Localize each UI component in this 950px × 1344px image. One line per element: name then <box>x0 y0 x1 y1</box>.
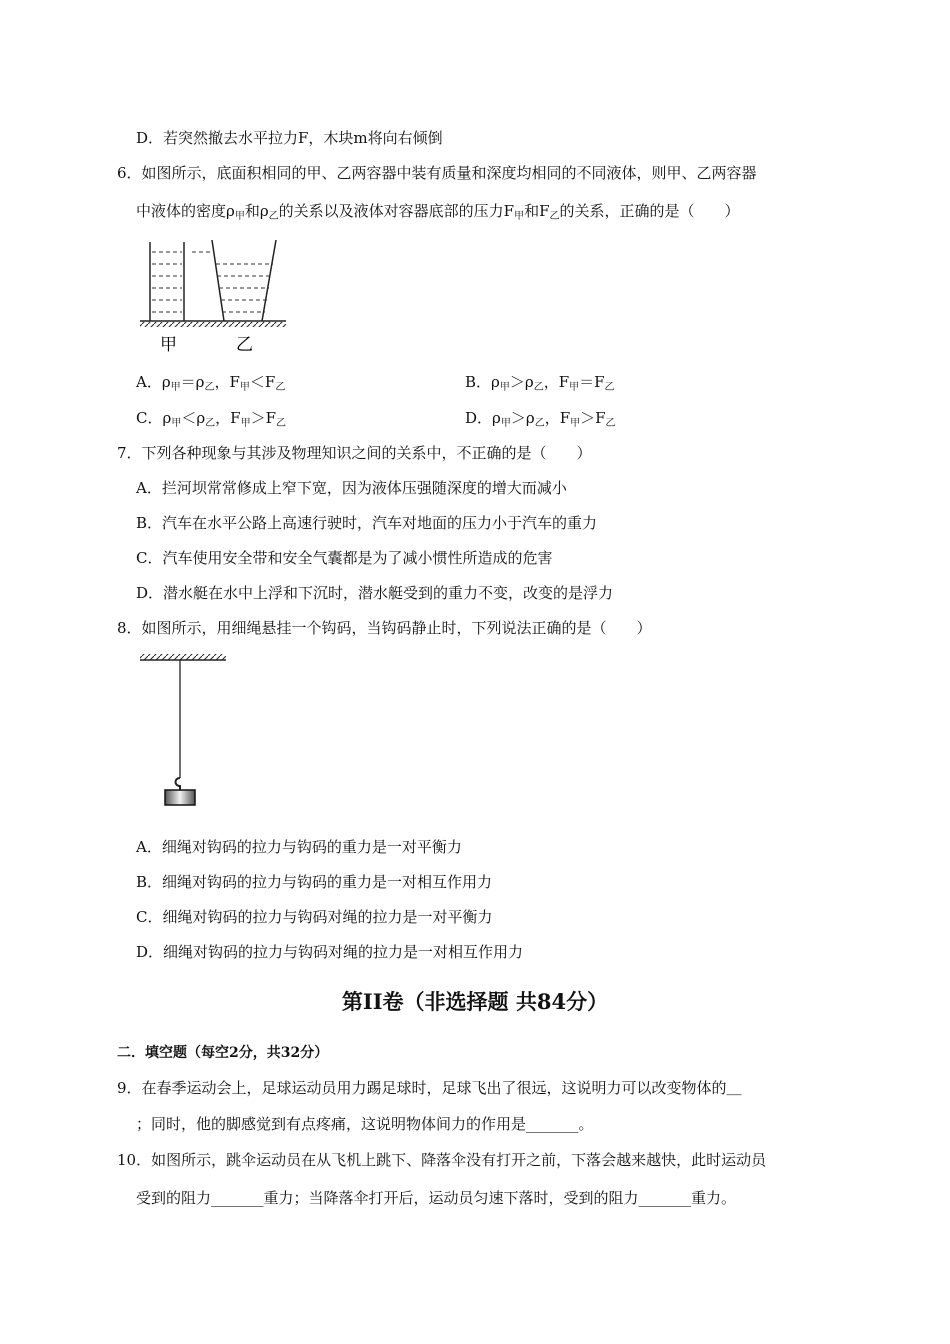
opt-text: ＞F <box>580 409 606 427</box>
ceiling-hatch <box>140 654 226 660</box>
hook-icon <box>176 778 181 790</box>
q8-hanging-weight-figure <box>136 650 236 810</box>
q6-stem-sub: 甲 <box>234 211 245 222</box>
opt-sub: 乙 <box>533 382 544 393</box>
opt-text: ，F <box>543 373 570 391</box>
q8-option-a: A．细绳对钩码的拉力与钩码的重力是一对平衡力 <box>136 838 462 856</box>
q6-containers-figure <box>136 234 296 358</box>
option-letter: C． <box>136 409 163 427</box>
ground-hatch <box>140 322 286 327</box>
section2-title: 第II卷（非选择题 共84分） <box>341 989 609 1014</box>
q6-stem-line1: 6．如图所示，底面积相同的甲、乙两容器中装有质量和深度均相同的不同液体，则甲、乙两容器 <box>117 164 757 182</box>
option-letter: B． <box>465 373 492 391</box>
opt-text: ＜F <box>249 373 276 391</box>
container-yi <box>212 240 276 321</box>
q6-stem-text: 中液体的密度ρ <box>136 202 235 220</box>
opt-sub: 甲 <box>570 418 581 429</box>
q7-option-d: D．潜水艇在水中上浮和下沉时，潜水艇受到的重力不变，改变的是浮力 <box>136 584 614 602</box>
opt-text: ρ <box>491 373 500 391</box>
opt-text: ，F <box>544 409 571 427</box>
opt-text: ＞F <box>250 409 276 427</box>
opt-sub: 甲 <box>499 382 510 393</box>
opt-text: ＝ρ <box>180 373 205 391</box>
label-yi: 乙 <box>236 335 253 355</box>
part2-heading: 二．填空题（每空2分，共32分） <box>117 1045 329 1061</box>
opt-text: ，F <box>215 409 241 427</box>
option-letter: A． <box>136 373 162 391</box>
opt-sub: 乙 <box>205 418 216 429</box>
opt-sub: 甲 <box>569 382 580 393</box>
opt-sub: 甲 <box>239 382 250 393</box>
q6-stem-sub: 乙 <box>268 211 279 222</box>
q7-option-b: B．汽车在水平公路上高速行驶时，汽车对地面的压力小于汽车的重力 <box>136 514 598 532</box>
q6-stem-line2 <box>136 201 740 224</box>
q8-option-d: D．细绳对钩码的拉力与钩码对绳的拉力是一对相互作用力 <box>136 943 524 961</box>
q10-line1: 10．如图所示，跳伞运动员在从飞机上跳下、降落伞没有打开之前，下落会越来越快，此时运动员 <box>117 1151 767 1169</box>
q6-option-a <box>136 372 285 395</box>
q6-stem-text: 的关系以及液体对容器底部的压力F <box>278 202 515 220</box>
q9-line2: ；同时，他的脚感觉到有点疼痛，这说明物体间力的作用是_______。 <box>136 1115 594 1133</box>
opt-sub: 甲 <box>240 418 251 429</box>
q7-option-c: C．汽车使用安全带和安全气囊都是为了减小惯性所造成的危害 <box>136 549 553 567</box>
opt-text: ＜ρ <box>181 409 206 427</box>
q10-line2: 受到的阻力_______重力；当降落伞打开后，运动员匀速下落时，受到的阻力_______重力。 <box>136 1189 737 1207</box>
opt-text: ＞ρ <box>509 373 534 391</box>
q6-option-d <box>465 408 616 431</box>
opt-sub: 乙 <box>605 418 616 429</box>
q7-option-a: A．拦河坝常常修成上窄下宽，因为液体压强随深度的增大而减小 <box>136 479 567 497</box>
option-letter: D． <box>465 409 493 427</box>
container-jia <box>150 242 184 321</box>
opt-sub: 乙 <box>275 382 286 393</box>
q9-line1: 9．在春季运动会上，足球运动员用力踢足球时，足球飞出了很远，这说明力可以改变物体的＿ <box>117 1079 742 1097</box>
q6-stem-text: 的关系，正确的是（ ） <box>559 202 740 220</box>
q6-option-b <box>465 372 615 395</box>
opt-text: ＞ρ <box>510 409 535 427</box>
weight-block <box>165 790 195 805</box>
q8-stem: 8．如图所示，用细绳悬挂一个钩码，当钩码静止时，下列说法正确的是（ ） <box>117 619 652 637</box>
opt-text: ＝F <box>579 373 605 391</box>
opt-text: ρ <box>162 409 172 427</box>
opt-sub: 乙 <box>534 418 545 429</box>
opt-text: ρ <box>161 373 171 391</box>
opt-sub: 甲 <box>170 382 181 393</box>
opt-sub: 乙 <box>204 382 215 393</box>
q6-option-c <box>136 408 286 431</box>
q8-option-c: C．细绳对钩码的拉力与钩码对绳的拉力是一对平衡力 <box>136 908 493 926</box>
q6-stem-sub: 乙 <box>549 211 560 222</box>
opt-sub: 甲 <box>500 418 511 429</box>
opt-sub: 甲 <box>171 418 182 429</box>
q6-stem-text: 和F <box>524 202 550 220</box>
opt-text: ρ <box>492 409 501 427</box>
q6-stem-sub: 甲 <box>514 211 525 222</box>
opt-text: ，F <box>214 373 240 391</box>
q8-option-b: B．细绳对钩码的拉力与钩码的重力是一对相互作用力 <box>136 873 493 891</box>
q7-stem: 7．下列各种现象与其涉及物理知识之间的关系中，不正确的是（ ） <box>117 444 592 462</box>
label-jia: 甲 <box>160 335 177 355</box>
opt-sub: 乙 <box>604 382 615 393</box>
opt-sub: 乙 <box>275 418 286 429</box>
q5-option-d: D．若突然撤去水平拉力F，木块m将向右倾倒 <box>136 129 443 147</box>
q6-stem-text: 和ρ <box>244 202 269 220</box>
